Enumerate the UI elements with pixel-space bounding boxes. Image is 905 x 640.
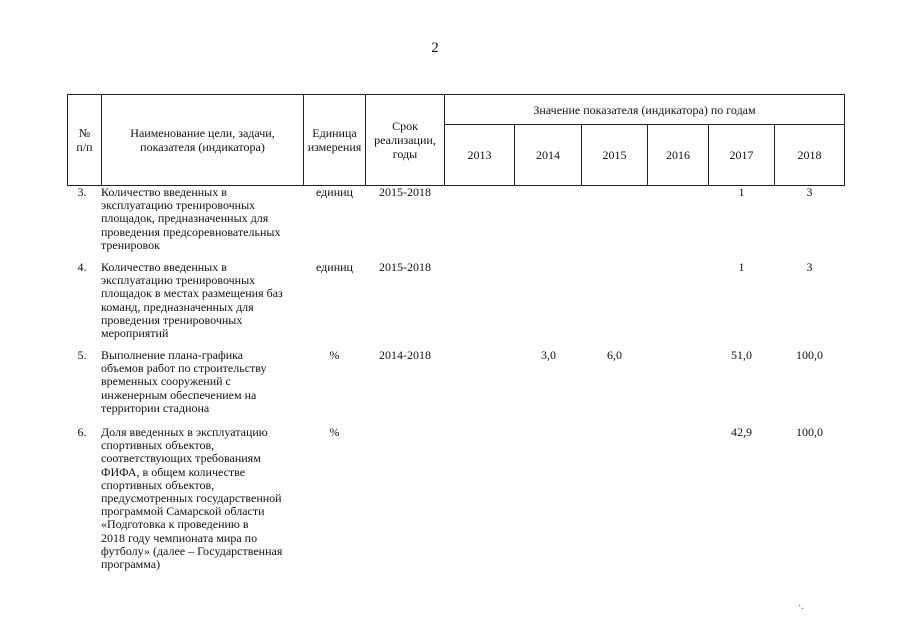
indicator-name: Выполнение плана-графика объемов работ по строительству временных сооружений с инженерным обеспечением на территории стадиона (101, 348, 267, 415)
value-2018: 3 (806, 260, 813, 274)
value-2018: 100,0 (796, 425, 823, 439)
header-values-group: Значение показателя (индикатора) по годам (445, 95, 845, 125)
header-period: Срок реализации, годы (366, 95, 445, 186)
header-year-2014: 2014 (515, 125, 582, 186)
value-2017: 51,0 (731, 348, 752, 362)
header-name: Наименование цели, задачи, показателя (индикатора) (102, 95, 304, 186)
value-2014: 3,0 (541, 348, 556, 362)
value-2017: 1 (738, 260, 745, 274)
page-number: 2 (431, 40, 439, 56)
indicator-period: 2015-2018 (379, 185, 431, 199)
value-2018: 100,0 (796, 348, 823, 362)
indicator-unit: % (329, 348, 340, 362)
indicator-name: Количество введенных в эксплуатацию тренировочных площадок в местах размещения баз команд, предназначенных для проведения тренировочных мероприятий (101, 260, 283, 341)
header-year-2015: 2015 (582, 125, 648, 186)
table-header (67, 94, 845, 186)
row-number: 5. (77, 348, 87, 362)
indicator-unit: единиц (316, 185, 353, 199)
header-unit: Единица измерения (304, 95, 366, 186)
row-number: 3. (77, 185, 87, 199)
indicator-unit: единиц (316, 260, 353, 274)
header-year-2018: 2018 (775, 125, 845, 186)
header-num: № п/п (68, 95, 102, 186)
indicator-period: 2015-2018 (379, 260, 431, 274)
header-year-2017: 2017 (709, 125, 775, 186)
row-number: 6. (77, 425, 87, 439)
indicator-name: Доля введенных в эксплуатацию спортивных объектов, соответствующих требованиям ФИФА, в общем количестве спортивных объектов, предусмотренных государственной программой Самарской области «Подготовка к проведению в 2018 году чемпионата мира по футболу» (далее – Государственная программа) (101, 425, 283, 572)
header-year-2016: 2016 (648, 125, 709, 186)
row-number: 4. (77, 260, 87, 274)
indicator-unit: % (329, 425, 340, 439)
value-2018: 3 (806, 185, 813, 199)
header-year-2013: 2013 (445, 125, 515, 186)
value-2015: 6,0 (607, 348, 622, 362)
value-2017: 1 (738, 185, 745, 199)
value-2017: 42,9 (731, 425, 752, 439)
indicator-name: Количество введенных в эксплуатацию тренировочных площадок, предназначенных для проведения предсоревновательных тренировок (101, 185, 281, 252)
scan-specks: ·. (798, 601, 804, 612)
indicator-period: 2014-2018 (379, 348, 431, 362)
